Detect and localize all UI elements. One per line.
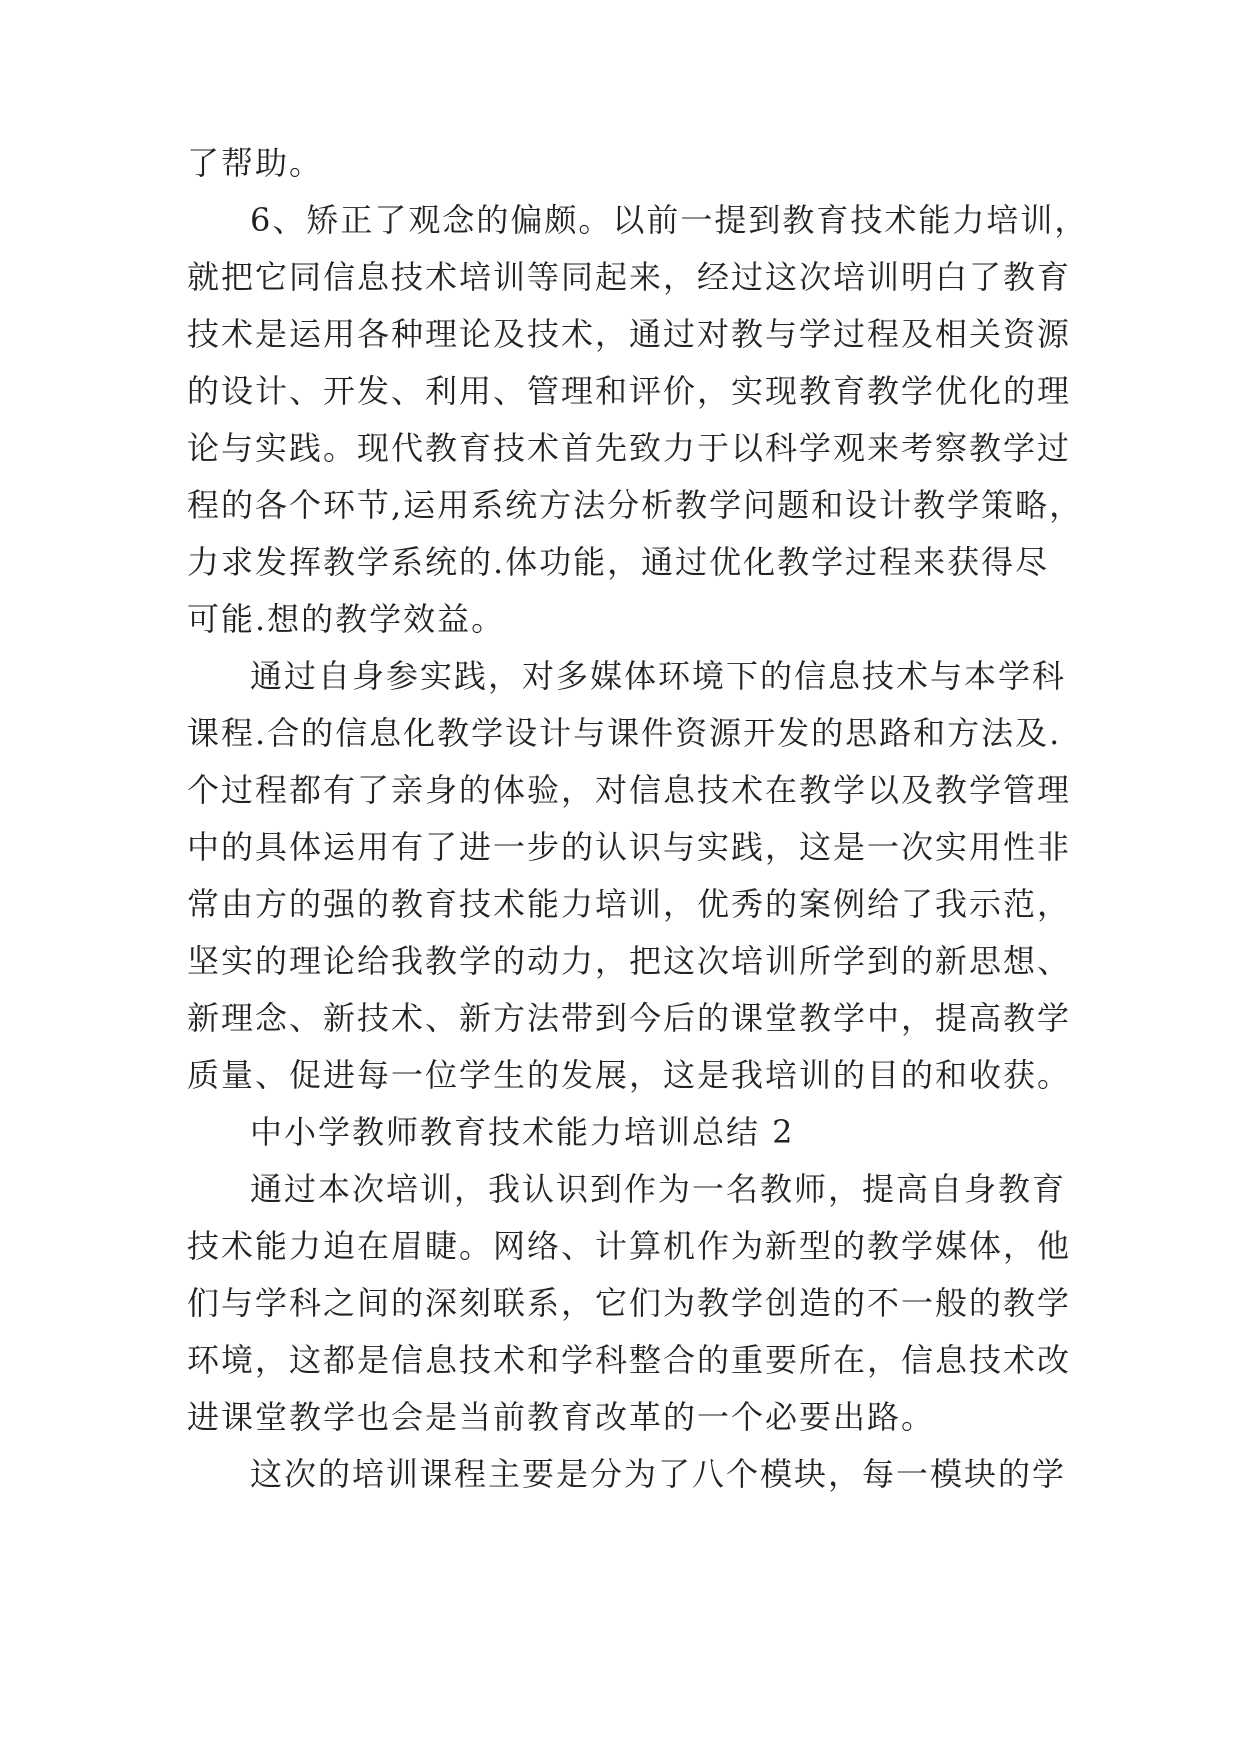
text-line: 环境，这都是信息技术和学科整合的重要所在，信息技术改 <box>187 1341 1072 1379</box>
text-line: 课程.合的信息化教学设计与课件资源开发的思路和方法及. <box>187 714 1062 752</box>
text-line: 质量、促进每一位学生的发展，这是我培训的目的和收获。 <box>187 1056 1072 1094</box>
text-line: 的设计、开发、利用、管理和评价，实现教育教学优化的理 <box>187 372 1072 410</box>
text-line: 通过本次培训，我认识到作为一名教师，提高自身教育 <box>250 1170 1067 1208</box>
text-line: 论与实践。现代教育技术首先致力于以科学观来考察教学过 <box>187 429 1072 467</box>
text-line: 力求发挥教学系统的.体功能，通过优化教学过程来获得尽 <box>187 543 1050 581</box>
text-line: 们与学科之间的深刻联系，它们为教学创造的不一般的教学 <box>187 1284 1072 1322</box>
text-line: 可能.想的教学效益。 <box>187 600 506 638</box>
text-line: 坚实的理论给我教学的动力，把这次培训所学到的新思想、 <box>187 942 1072 980</box>
section-title: 中小学教师教育技术能力培训总结 2 <box>250 1113 795 1151</box>
text-line: 了帮助。 <box>187 144 324 182</box>
text-line: 这次的培训课程主要是分为了八个模块，每一模块的学 <box>250 1455 1067 1493</box>
text-line: 中的具体运用有了进一步的认识与实践，这是一次实用性非 <box>187 828 1072 866</box>
text-line: 程的各个环节,运用系统方法分析教学问题和设计教学策略， <box>187 486 1084 524</box>
text-line: 进课堂教学也会是当前教育改革的一个必要出路。 <box>187 1398 936 1436</box>
text-line: 6、矫正了观念的偏颇。以前一提到教育技术能力培训， <box>250 201 1089 239</box>
text-line: 技术是运用各种理论及技术，通过对教与学过程及相关资源 <box>187 315 1072 353</box>
text-line: 通过自身参实践，对多媒体环境下的信息技术与本学科 <box>250 657 1067 695</box>
text-line: 技术能力迫在眉睫。网络、计算机作为新型的教学媒体，他 <box>187 1227 1072 1265</box>
text-line: 个过程都有了亲身的体验，对信息技术在教学以及教学管理 <box>187 771 1072 809</box>
text-line: 新理念、新技术、新方法带到今后的课堂教学中，提高教学 <box>187 999 1072 1037</box>
text-line: 就把它同信息技术培训等同起来，经过这次培训明白了教育 <box>187 258 1072 296</box>
text-line: 常由方的强的教育技术能力培训，优秀的案例给了我示范， <box>187 885 1072 923</box>
